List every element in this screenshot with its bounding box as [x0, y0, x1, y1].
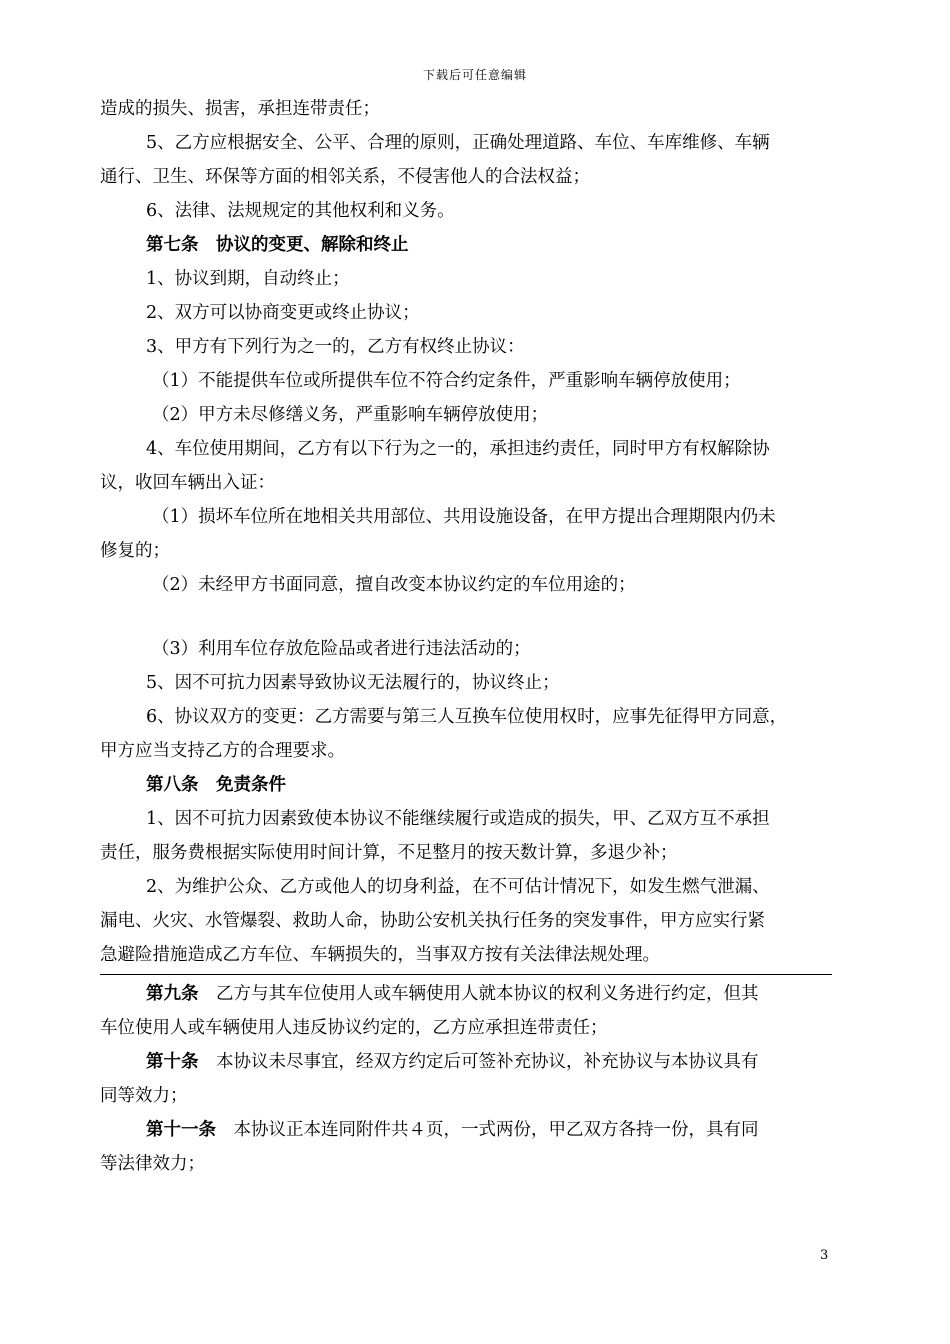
article-7-heading: 第七条 协议的变更、解除和终止 [146, 235, 409, 255]
paragraph-line: （1）不能提供车位或所提供车位不符合约定条件，严重影响车辆停放使用； [152, 371, 741, 391]
paragraph-line: 甲方应当支持乙方的合理要求。 [100, 741, 345, 761]
paragraph-line: 车位使用人或车辆使用人违反协议约定的，乙方应承担连带责任； [100, 1018, 608, 1038]
article-8-heading: 第八条 免责条件 [146, 775, 286, 795]
paragraph-line: 造成的损失、损害，承担连带责任； [100, 99, 380, 119]
paragraph-line: 责任，服务费根据实际使用时间计算，不足整月的按天数计算，多退少补； [100, 843, 678, 863]
paragraph-line: 同等效力； [100, 1086, 188, 1106]
paragraph-line: 3、甲方有下列行为之一的，乙方有权终止协议： [146, 337, 525, 357]
paragraph-line: 1、因不可抗力因素致使本协议不能继续履行或造成的损失，甲、乙双方互不承担 [146, 809, 770, 829]
article-10-line [100, 1045, 832, 1079]
document-body [100, 92, 832, 1181]
paragraph-line: 4、车位使用期间，乙方有以下行为之一的，承担违约责任，同时甲方有权解除协 [146, 439, 770, 459]
article-10-text: 本协议未尽事宜，经双方约定后可签补充协议，补充协议与本协议具有 [198, 1052, 759, 1072]
article-11-line [100, 1113, 832, 1147]
blank-space [100, 602, 832, 632]
paragraph-line: 6、法律、法规规定的其他权利和义务。 [146, 201, 455, 221]
paragraph-line: 1、协议到期，自动终止； [146, 269, 350, 289]
paragraph-line: （2）甲方未尽修缮义务，严重影响车辆停放使用； [152, 405, 549, 425]
paragraph-line: （1）损坏车位所在地相关共用部位、共用设施设备，在甲方提出合理期限内仍未 [152, 507, 776, 527]
paragraph-line: 2、双方可以协商变更或终止协议； [146, 303, 420, 323]
article-10-label: 第十条 [146, 1052, 199, 1072]
article-9-text: 乙方与其车位使用人或车辆使用人就本协议的权利义务进行约定，但其 [198, 984, 759, 1004]
paragraph-line: 议，收回车辆出入证： [100, 473, 275, 493]
paragraph-line: 通行、卫生、环保等方面的相邻关系，不侵害他人的合法权益； [100, 167, 590, 187]
paragraph-line: 2、为维护公众、乙方或他人的切身利益，在不可估计情况下，如发生燃气泄漏、 [146, 877, 770, 897]
horizontal-divider [100, 974, 832, 975]
paragraph-line: （2）未经甲方书面同意，擅自改变本协议约定的车位用途的； [152, 575, 636, 595]
paragraph-line: 急避险措施造成乙方车位、车辆损失的，当事双方按有关法律法规处理。 [100, 945, 660, 965]
paragraph-line: 修复的； [100, 541, 170, 561]
article-11-label: 第十一条 [146, 1120, 216, 1140]
article-9-label: 第九条 [146, 984, 199, 1004]
paragraph-line: 6、协议双方的变更：乙方需要与第三人互换车位使用权时，应事先征得甲方同意， [146, 707, 788, 727]
paragraph-line: 5、因不可抗力因素导致协议无法履行的，协议终止； [146, 673, 560, 693]
paragraph-line: 漏电、火灾、水管爆裂、救助人命，协助公安机关执行任务的突发事件，甲方应实行紧 [100, 911, 765, 931]
paragraph-line: 等法律效力； [100, 1154, 205, 1174]
paragraph-line: （3）利用车位存放危险品或者进行违法活动的； [152, 639, 531, 659]
article-9-line [100, 977, 832, 1011]
article-11-text: 本协议正本连同附件共４页，一式两份，甲乙双方各持一份，具有同 [216, 1120, 759, 1140]
paragraph-line: 5、乙方应根据安全、公平、合理的原则，正确处理道路、车位、车库维修、车辆 [146, 133, 770, 153]
page-header: 下载后可任意编辑 [422, 68, 527, 82]
page-number: 3 [820, 1248, 829, 1263]
